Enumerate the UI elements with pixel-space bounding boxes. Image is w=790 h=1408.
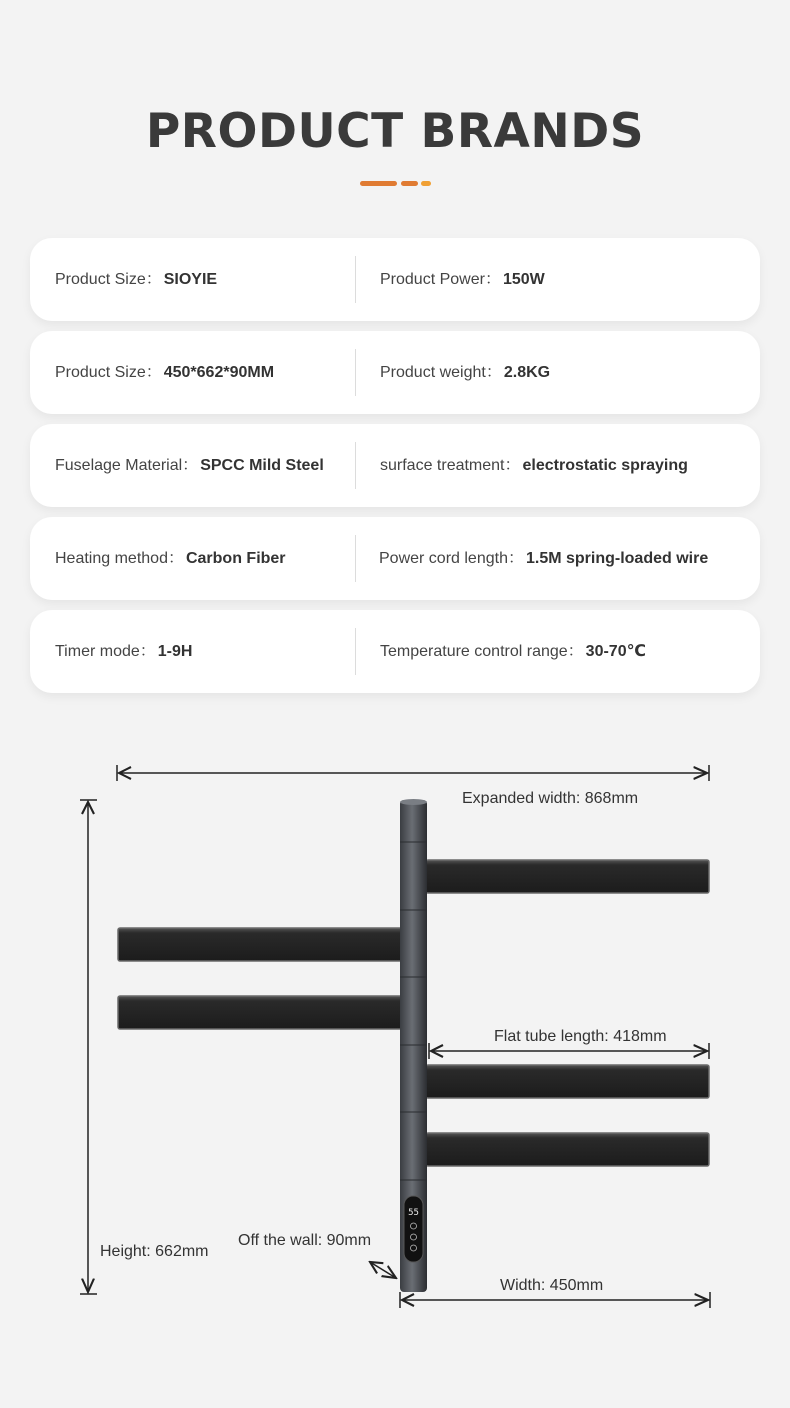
right-heating-bar: [426, 1133, 709, 1166]
spec-card-size-weight: [30, 331, 760, 414]
spec-value: 450*662*90MM: [163, 364, 275, 381]
spec-label: Product Power：: [380, 271, 501, 288]
page-title: PRODUCT BRANDS: [145, 104, 645, 159]
divider: [355, 442, 356, 489]
divider: [355, 628, 356, 675]
spec-value: SPCC Mild Steel: [200, 457, 324, 474]
right-heating-bar: [426, 860, 709, 893]
spec-temperature-range: [380, 610, 646, 693]
towel-rack-dimension-diagram: [0, 740, 790, 1320]
spec-surface-treatment: [380, 424, 688, 507]
left-heating-bar: [118, 996, 402, 1029]
spec-product-brand: [55, 238, 217, 321]
title-underline-decoration: [360, 181, 432, 186]
divider: [355, 256, 356, 303]
temperature-display: 55: [408, 1208, 419, 1218]
spec-card-timer-temperature: [30, 610, 760, 693]
spec-product-weight: [380, 331, 550, 414]
divider: [355, 349, 356, 396]
control-panel: [404, 1196, 423, 1262]
flat-tube-length-label: Flat tube length: 418mm: [494, 1028, 667, 1045]
spec-power-cord-length: [379, 517, 708, 600]
spec-card-material-surface: [30, 424, 760, 507]
spec-label: Fuselage Material：: [55, 457, 199, 474]
height-dimension-line: [80, 800, 97, 1294]
off-the-wall-label: Off the wall: 90mm: [238, 1232, 372, 1249]
expanded-width-dimension-line: [117, 765, 709, 781]
spec-label: Timer mode：: [55, 643, 156, 660]
spec-value: SIOYIE: [163, 271, 218, 288]
width-label: Width: 450mm: [500, 1277, 604, 1294]
height-label: Height: 662mm: [100, 1243, 209, 1260]
spec-card-heating-cord: [30, 517, 760, 600]
spec-label: Product Size：: [55, 271, 162, 288]
spec-label: surface treatment：: [380, 457, 521, 474]
spec-value: 1.5M spring-loaded wire: [525, 550, 709, 567]
spec-value: 1-9H: [157, 643, 193, 660]
spec-label: Power cord length：: [379, 550, 524, 567]
spec-label: Product weight：: [380, 364, 502, 381]
off-the-wall-dimension-line: [370, 1262, 396, 1278]
spec-timer-mode: [55, 610, 192, 693]
spec-heating-method: [55, 517, 286, 600]
right-heating-bar: [426, 1065, 709, 1098]
spec-value: Carbon Fiber: [185, 550, 286, 567]
spec-value: 2.8KG: [503, 364, 551, 381]
spec-product-power: [380, 238, 545, 321]
spec-fuselage-material: [55, 424, 324, 507]
divider: [355, 535, 356, 582]
spec-value: 30-70℃: [585, 643, 646, 660]
spec-product-size: [55, 331, 274, 414]
expanded-width-label: Expanded width: 868mm: [462, 790, 639, 807]
spec-label: Heating method：: [55, 550, 184, 567]
spec-card-brand-power: [30, 238, 760, 321]
spec-value: electrostatic spraying: [522, 457, 688, 474]
spec-value: 150W: [502, 271, 545, 288]
spec-label: Product Size：: [55, 364, 162, 381]
left-heating-bar: [118, 928, 402, 961]
spec-label: Temperature control range：: [380, 643, 584, 660]
